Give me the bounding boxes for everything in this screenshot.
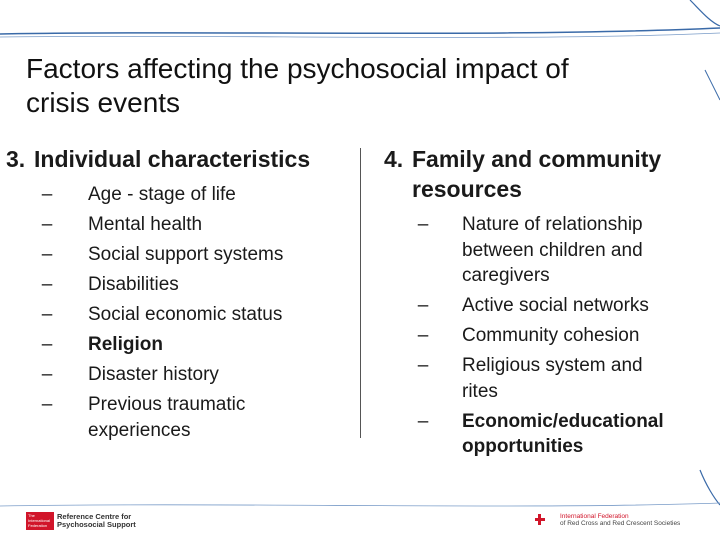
dash-bullet: – <box>417 355 429 376</box>
list-item-text: Religious system and rites <box>462 355 643 402</box>
left-column-number: 3. <box>6 146 26 172</box>
dash-bullet: – <box>41 304 53 325</box>
list-item-text: Community cohesion <box>462 325 640 346</box>
ifrc-logo <box>535 513 680 527</box>
left-column-list <box>6 182 346 443</box>
ifrc-logo-box: The International Federation <box>26 512 54 530</box>
right-column-list <box>384 212 714 460</box>
slide-title: Factors affecting the psychosocial impact of crisis events <box>26 53 569 118</box>
right-column-heading <box>384 144 714 204</box>
right-column <box>384 144 714 464</box>
list-item <box>6 182 346 208</box>
ifrc-line2: of Red Cross and Red Crescent Societies <box>560 520 681 527</box>
list-item <box>6 212 346 238</box>
list-item <box>384 353 714 404</box>
dash-bullet: – <box>41 274 53 295</box>
reference-centre-logo <box>26 512 136 530</box>
dash-bullet: – <box>41 214 53 235</box>
reference-centre-line1: Reference Centre for <box>57 512 132 521</box>
dash-bullet: – <box>417 214 429 235</box>
list-item-text: Mental health <box>88 214 203 235</box>
list-item <box>384 409 714 460</box>
list-item <box>6 272 346 298</box>
list-item-text: Previous traumatic experiences <box>88 394 246 441</box>
column-divider <box>360 148 361 438</box>
list-item <box>384 212 714 289</box>
dash-bullet: – <box>417 410 429 432</box>
list-item <box>6 302 346 328</box>
list-item-text: Age - stage of life <box>88 184 236 205</box>
ifrc-line1: International Federation <box>560 513 629 520</box>
dash-bullet: – <box>41 364 53 385</box>
list-item <box>6 242 346 268</box>
list-item <box>6 392 346 443</box>
list-item <box>384 293 714 319</box>
dash-bullet: – <box>417 325 429 346</box>
list-item-text: Nature of relationship between children and caregivers <box>462 214 643 286</box>
list-item-text: Disaster history <box>88 364 219 385</box>
list-item-text: Active social networks <box>462 295 649 316</box>
dash-bullet: – <box>41 184 53 205</box>
right-column-number: 4. <box>384 146 404 172</box>
ifrc-logo-text <box>560 513 680 527</box>
list-item-text: Religion <box>88 334 163 355</box>
dash-bullet: – <box>41 394 53 415</box>
dash-bullet: – <box>41 334 53 355</box>
dash-bullet: – <box>417 295 429 316</box>
left-column <box>6 144 346 448</box>
right-column-heading-text: Family and community resources <box>412 146 662 202</box>
left-column-heading <box>6 144 346 174</box>
list-item-text: Economic/educational opportunities <box>462 410 664 457</box>
reference-centre-logo-text <box>57 513 136 529</box>
list-item <box>6 362 346 388</box>
list-item-text: Social economic status <box>88 304 283 325</box>
red-cross-crescent-icon <box>535 513 557 527</box>
dash-bullet: – <box>41 244 53 265</box>
list-item <box>384 323 714 349</box>
list-item-text: Social support systems <box>88 244 284 265</box>
list-item-text: Disabilities <box>88 274 179 295</box>
left-column-heading-text: Individual characteristics <box>34 146 311 172</box>
list-item <box>6 332 346 358</box>
reference-centre-line2: Psychosocial Support <box>57 520 136 529</box>
